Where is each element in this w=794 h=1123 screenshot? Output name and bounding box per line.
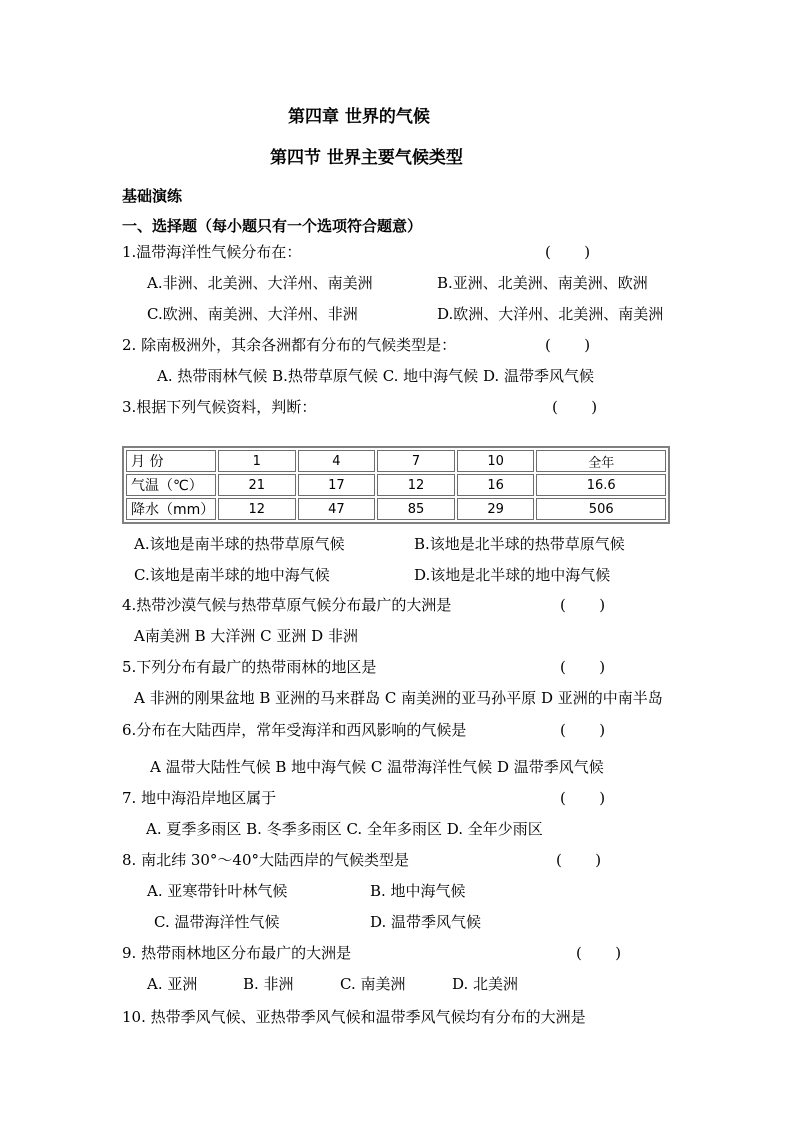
question-6-options: A 温带大陆性气候 B 地中海气候 C 温带海洋性气候 D 温带季风气候 [150, 758, 604, 776]
table-row-precipitation [126, 498, 666, 520]
climate-data-table [122, 446, 670, 524]
question-5-text: 5.下列分布有最广的热带雨林的地区是 [122, 658, 377, 676]
question-2-answer-blank[interactable]: ( ) [545, 336, 591, 354]
question-3-option-a: A.该地是南半球的热带草原气候 [134, 535, 345, 553]
table-cell: 12 [218, 498, 296, 520]
question-7-options: A. 夏季多雨区 B. 冬季多雨区 C. 全年多雨区 D. 全年少雨区 [146, 820, 543, 838]
question-9-option-b: B. 非洲 [243, 975, 294, 993]
question-4-options: A南美洲 B 大洋洲 C 亚洲 D 非洲 [134, 627, 358, 645]
question-6-answer-blank[interactable]: ( ) [560, 721, 606, 739]
table-cell: 12 [377, 474, 455, 496]
question-3-text: 3.根据下列气候资料，判断： [122, 398, 317, 416]
question-7-answer-blank[interactable]: ( ) [560, 789, 606, 807]
table-header-cell: 1 [218, 450, 296, 472]
table-header-cell: 10 [457, 450, 535, 472]
question-8-option-b: B. 地中海气候 [370, 882, 466, 900]
question-9-text: 9. 热带雨林地区分布最广的大洲是 [122, 944, 352, 962]
question-1-answer-blank[interactable]: ( ) [545, 243, 591, 261]
table-cell: 16 [457, 474, 535, 496]
table-cell: 29 [457, 498, 535, 520]
chapter-title: 第四章 世界的气候 [288, 107, 430, 127]
question-5-answer-blank[interactable]: ( ) [560, 658, 606, 676]
question-1-option-c: C.欧洲、南美洲、大洋州、非洲 [147, 305, 358, 323]
table-cell: 47 [298, 498, 376, 520]
question-5-options: A 非洲的刚果盆地 B 亚洲的马来群岛 C 南美洲的亚马孙平原 D 亚洲的中南半岛 [134, 689, 663, 707]
question-4-text: 4.热带沙漠气候与热带草原气候分布最广的大洲是 [122, 596, 452, 614]
question-9-option-a: A. 亚洲 [147, 975, 198, 993]
table-cell: 506 [536, 498, 666, 520]
question-6-text: 6.分布在大陆西岸，常年受海洋和西风影响的气候是 [122, 721, 467, 739]
table-row-temperature [126, 474, 666, 496]
part-heading: 一、选择题（每小题只有一个选项符合题意） [122, 217, 423, 235]
table-cell: 21 [218, 474, 296, 496]
question-8-text: 8. 南北纬 30°～40°大陆西岸的气候类型是 [122, 851, 410, 869]
question-2-options: A. 热带雨林气候 B.热带草原气候 C. 地中海气候 D. 温带季风气候 [157, 367, 594, 385]
question-3-option-b: B.该地是北半球的热带草原气候 [414, 535, 625, 553]
question-8-answer-blank[interactable]: ( ) [556, 851, 602, 869]
table-header-cell: 全年 [536, 450, 666, 472]
question-3-option-d: D.该地是北半球的地中海气候 [414, 566, 611, 584]
question-7-text: 7. 地中海沿岸地区属于 [122, 789, 277, 807]
section-title: 第四节 世界主要气候类型 [270, 148, 463, 168]
table-cell: 降水（mm） [126, 498, 216, 520]
question-9-answer-blank[interactable]: ( ) [576, 944, 622, 962]
question-10-text: 10. 热带季风气候、亚热带季风气候和温带季风气候均有分布的大洲是 [122, 1008, 586, 1026]
question-4-answer-blank[interactable]: ( ) [560, 596, 606, 614]
table-header-cell: 4 [298, 450, 376, 472]
question-3-answer-blank[interactable]: ( ) [552, 398, 598, 416]
question-8-option-a: A. 亚寒带针叶林气候 [147, 882, 288, 900]
question-8-option-c: C. 温带海洋性气候 [154, 913, 280, 931]
table-cell: 85 [377, 498, 455, 520]
question-1-option-b: B.亚洲、北美洲、南美洲、欧洲 [437, 274, 648, 292]
table-cell: 气温（℃） [126, 474, 216, 496]
table-header-cell: 7 [377, 450, 455, 472]
question-9-option-c: C. 南美洲 [340, 975, 406, 993]
practice-heading: 基础演练 [122, 187, 183, 205]
question-9-option-d: D. 北美洲 [452, 975, 519, 993]
table-cell: 16.6 [536, 474, 666, 496]
question-2-text: 2. 除南极洲外，其余各洲都有分布的气候类型是： [122, 336, 457, 354]
question-8-option-d: D. 温带季风气候 [370, 913, 482, 931]
table-header-row [126, 450, 666, 472]
question-1-option-d: D.欧洲、大洋州、北美洲、南美洲 [437, 305, 664, 323]
table-cell: 17 [298, 474, 376, 496]
table-header-cell: 月 份 [126, 450, 216, 472]
question-1-text: 1.温带海洋性气候分布在： [122, 243, 302, 261]
question-3-option-c: C.该地是南半球的地中海气候 [134, 566, 330, 584]
question-1-option-a: A.非洲、北美洲、大洋州、南美洲 [147, 274, 373, 292]
